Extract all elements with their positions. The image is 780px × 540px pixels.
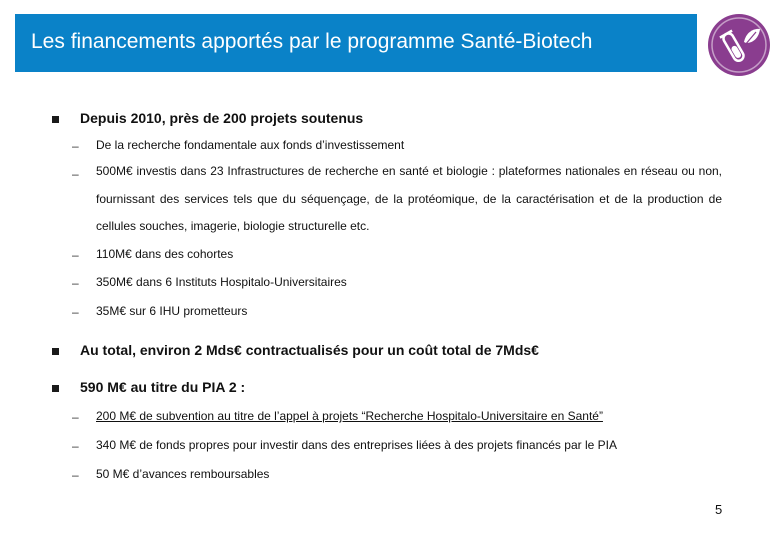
dash-marker: – (72, 468, 79, 482)
section1-item: 110M€ dans des cohortes (96, 247, 234, 261)
title-bar (15, 14, 697, 72)
section3-item: 340 M€ de fonds propres pour investir dans des entreprises liées à des projets financés par le PIA (96, 438, 617, 452)
dash-marker: – (72, 139, 79, 153)
section1-item: 35M€ sur 6 IHU prometteurs (96, 304, 248, 318)
section3-item: 50 M€ d’avances remboursables (96, 467, 270, 481)
section2-heading: Au total, environ 2 Mds€ contractualisés pour un coût total de 7Mds€ (80, 342, 539, 358)
dash-marker: – (72, 305, 79, 319)
section3-item: 200 M€ de subvention au titre de l’appel à projets “Recherche Hospitalo-Universitaire en Santé” (96, 409, 603, 423)
section3-heading: 590 M€ au titre du PIA 2 : (80, 379, 246, 395)
bullet-marker (52, 348, 59, 355)
section1-heading: Depuis 2010, près de 200 projets soutenus (80, 110, 364, 126)
section1-item: 500M€ investis dans 23 Infrastructures de recherche en santé et biologie : plateformes nationales en réseau ou non, fournissant des services tels que du séquençage, de la protéomique, de la caractérisation et de la production de cellules souches, imagerie, biologie structurelle etc. (96, 164, 722, 233)
dash-marker: – (72, 410, 79, 424)
dash-marker: – (72, 276, 79, 290)
slide-title: Les financements apportés par le programme Santé-Biotech (31, 30, 593, 53)
lab-flask-leaf-icon (706, 12, 772, 78)
section1-item: De la recherche fondamentale aux fonds d’investissement (96, 138, 405, 152)
dash-marker: – (72, 439, 79, 453)
bullet-marker (52, 116, 59, 123)
page-number: 5 (715, 502, 723, 517)
dash-marker: – (72, 167, 79, 181)
section1-item: 350M€ dans 6 Instituts Hospitalo-Universitaires (96, 275, 347, 289)
bullet-marker (52, 385, 59, 392)
dash-marker: – (72, 248, 79, 262)
